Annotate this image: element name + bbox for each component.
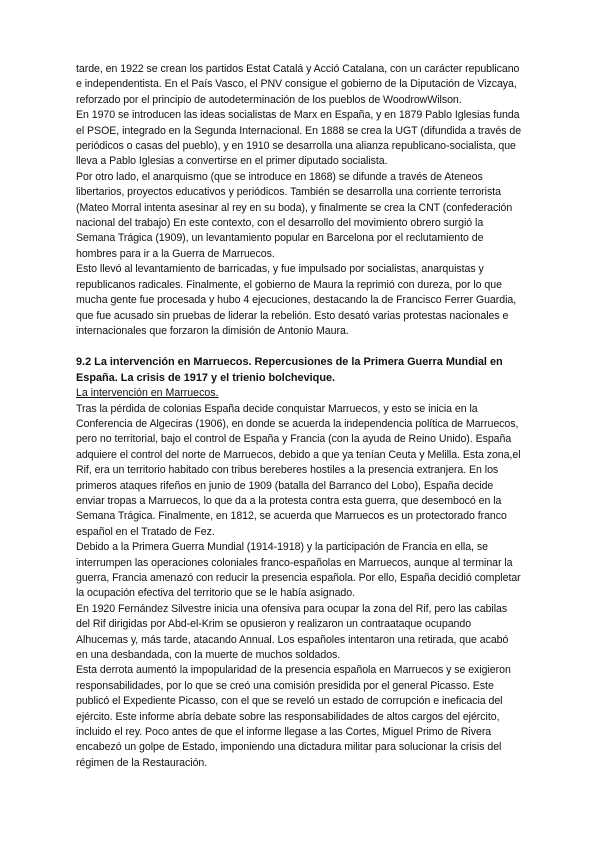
- subheading: La intervención en Marruecos.: [76, 387, 219, 400]
- paragraph-anarchism: Por otro lado, el anarquismo (que se introduce en 1868) se difunde a través de Ateneos libertarios, proyectos educativos y periódicos. También se desarrolla una corriente terrorista (Mateo Morral intenta asesinar al rey en su boda), y finalmente se crea la CNT (confederación nacional del trabajo) En este contexto, con el desarrollo del movimiento obrero surgió la Semana Trágica (1909), un levantamiento popular en Barcelona por el reclutamiento de hombres para ir a la Guerra de Marruecos.: [76, 170, 513, 260]
- paragraph-picasso-report: Esta derrota aumentó la impopularidad de la presencia española en Marruecos y se exigieron responsabilidades, por lo que se creó una comisión presidida por el general Picasso. Este publicó el Expediente Picasso, con el que se reveló un estado de corrupción e ineficacia del ejército. Este informe abría debate sobre las responsabilidades de altos cargos del ejército, incluido el rey. Poco antes de que el informe llegase a las Cortes, Miguel Primo de Rivera encabezó un golpe de Estado, imponiendo una dictadura militar para solucionar la crisis del régimen de la Restauración.: [76, 664, 511, 769]
- section-heading: 9.2 La intervención en Marruecos. Repercusiones de la Primera Guerra Mundial en España. La crisis de 1917 y el trienio bolchevique.: [76, 356, 503, 384]
- paragraph-morocco-conquest: Tras la pérdida de colonias España decide conquistar Marruecos, y esto se inicia en la Conferencia de Algeciras (1906), en donde se acuerda la independencia política de Marruecos, pero no territorial, bajo el control de España y Francia (con la ayuda de Reino Unido). España adquiere el control del norte de Marruecos, debido a que ya tenían Ceuta y Melilla. Esta zona,el Rif, era un territorio habitado con tribus bereberes hostiles a la presencia extranjera. En los primeros ataques rifeños en junio de 1909 (batalla del Barranco del Lobo), España decide enviar tropas a Marruecos, lo que da a la protesta contra esta guerra, que desembocó en la Semana Trágica. Finalmente, en 1812, se acuerda que Marruecos es un protectorado franco español en el Tratado de Fez.: [76, 402, 521, 538]
- paragraph-annual: En 1920 Fernández Silvestre inicia una ofensiva para ocupar la zona del Rif, pero las cabilas del Rif dirigidas por Abd-el-Krim se opusieron y realizaron un contraataque ocupando Alhucemas y, más tarde, atacando Annual. Los españoles intentaron una retirada, que acabó en una desbandada, con la muerte de muchos soldados.: [76, 602, 509, 662]
- paragraph-socialism: En 1970 se introducen las ideas socialistas de Marx en España, y en 1879 Pablo Iglesias funda el PSOE, integrado en la Segunda Internacional. En 1888 se crea la UGT (difundida a través de periódicos o casas del pueblo), y en 1910 se desarrolla una alianza republicano-socialista, que lleva a Pablo Iglesias a convertirse en el primer diputado socialista.: [76, 109, 522, 168]
- paragraph-catalan-basque-parties: tarde, en 1922 se crean los partidos Estat Catalá y Acció Catalana, con un carácter republicano e independentista. En el País Vasco, el PNV consigue el gobierno de la Diputación de Vizcaya, reforzado por el principio de autodeterminación de los pueblos de WoodrowWilson.: [76, 63, 520, 106]
- paragraph-tragic-week: Esto llevó al levantamiento de barricadas, y fue impulsado por socialistas, anarquistas y republicanos radicales. Finalmente, el gobierno de Maura la reprimió con dureza, por lo que mucha gente fue procesada y hubo 4 ejecuciones, destacando la de Francisco Ferrer Guardia, que fue acusado sin pruebas de liderar la rebelión. Esto desató varias protestas nacionales e internacionales que forzaron la dimisión de Antonio Maura.: [76, 263, 517, 337]
- paragraph-world-war: Debido a la Primera Guerra Mundial (1914-1918) y la participación de Francia en ella, se interrumpen las operaciones coloniales franco-españolas en Marruecos, aunque al terminar la guerra, Francia amenazó con reducir la presencia española. Por ello, España decidió completar la ocupación efectiva del territorio que se le había asignado.: [76, 541, 521, 600]
- section-spacer: [76, 339, 522, 355]
